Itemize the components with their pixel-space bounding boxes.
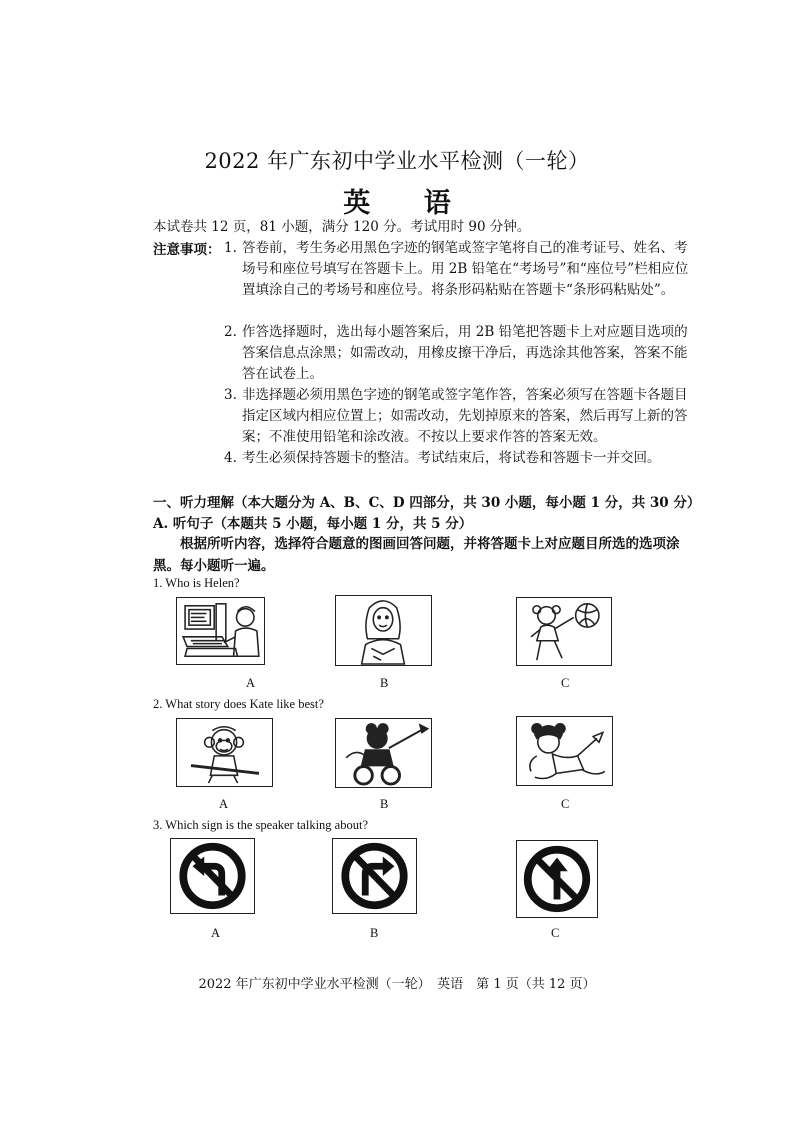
option-label: B bbox=[380, 797, 389, 811]
question-1: 1. Who is Helen? bbox=[153, 576, 240, 590]
exam-title: 2022 年广东初中学业水平检测（一轮） bbox=[204, 149, 590, 173]
notice-label: 注意事项： bbox=[153, 242, 221, 258]
picture-monkey-king bbox=[176, 718, 273, 787]
exam-intro: 本试卷共 12 页，81 小题，满分 120 分。考试用时 90 分钟。 bbox=[153, 219, 531, 235]
no-straight-ahead-sign-icon bbox=[516, 840, 598, 918]
no-left-turn-sign-icon bbox=[170, 838, 255, 914]
notice-item-text: 作答选择题时，选出每小题答案后，用 2B 铅笔把答题卡上对应题目选项的答案信息点涂黑；如需改动，用橡皮擦干净后，再选涂其他答案，答案不能答在试卷上。 bbox=[242, 324, 688, 382]
notice-item-text: 非选择题必须用黑色字迹的钢笔或签字笔作答，答案必须写在答题卡各题目指定区域内相应位置上；如需改动，先划掉原来的答案，然后再写上新的答案；不准使用铅笔和涂改液。不按以上要求作答的答案无效。 bbox=[242, 387, 688, 445]
picture-girl-playing-volleyball bbox=[516, 597, 612, 666]
notice-item-text: 考生必须保持答题卡的整洁。考试结束后，将试卷和答题卡一并交回。 bbox=[242, 450, 661, 466]
section-title: 一、听力理解（本大题分为 A、B、C、D 四部分，共 30 小题，每小题 1 分，共 30 分） bbox=[153, 495, 701, 511]
notice-item-number: 2. bbox=[224, 324, 237, 340]
option-label: A bbox=[246, 676, 256, 690]
picture-nezha bbox=[335, 718, 432, 788]
page-footer: 2022 年广东初中学业水平检测（一轮） 英语 第 1 页（共 12 页） bbox=[198, 977, 596, 992]
notice-item-number: 3. bbox=[224, 387, 237, 403]
option-label: C bbox=[561, 676, 570, 690]
picture-woman-at-computer bbox=[176, 597, 265, 665]
option-label: C bbox=[561, 797, 570, 811]
notice-item-number: 1. bbox=[224, 240, 237, 256]
listening-instruction: 根据所听内容，选择符合题意的图画回答问题，并将答题卡上对应题目所选的选项涂黑。每小题听一遍。 bbox=[153, 536, 680, 574]
question-3: 3. Which sign is the speaker talking about? bbox=[153, 818, 368, 832]
notice-item bbox=[224, 322, 704, 385]
option-label: B bbox=[370, 926, 379, 940]
option-label: A bbox=[219, 797, 229, 811]
option-label: C bbox=[551, 926, 560, 940]
question-2: 2. What story does Kate like best? bbox=[153, 697, 324, 711]
notice-item bbox=[224, 238, 704, 322]
part-a-title: A. 听句子（本题共 5 小题，每小题 1 分，共 5 分） bbox=[153, 516, 473, 532]
picture-flying-fairy bbox=[516, 716, 613, 786]
notice-item-number: 4. bbox=[224, 450, 237, 466]
option-label: A bbox=[211, 926, 221, 940]
option-label: B bbox=[380, 676, 389, 690]
notice-item bbox=[224, 385, 704, 448]
notice-item-text: 答卷前，考生务必用黑色字迹的钢笔或签字笔将自己的准考证号、姓名、考场号和座位号填写在答题卡上。用 2B 铅笔在“考场号”和“座位号”栏相应位置填涂自己的考场号和座位号。将条形码粘贴在答题卡“条形码粘贴处”。 bbox=[242, 240, 689, 298]
subject-title: 英 语 bbox=[343, 188, 473, 219]
picture-girl-with-long-hair bbox=[335, 595, 432, 666]
no-right-turn-sign-icon bbox=[332, 838, 417, 914]
notice-item bbox=[224, 448, 704, 469]
